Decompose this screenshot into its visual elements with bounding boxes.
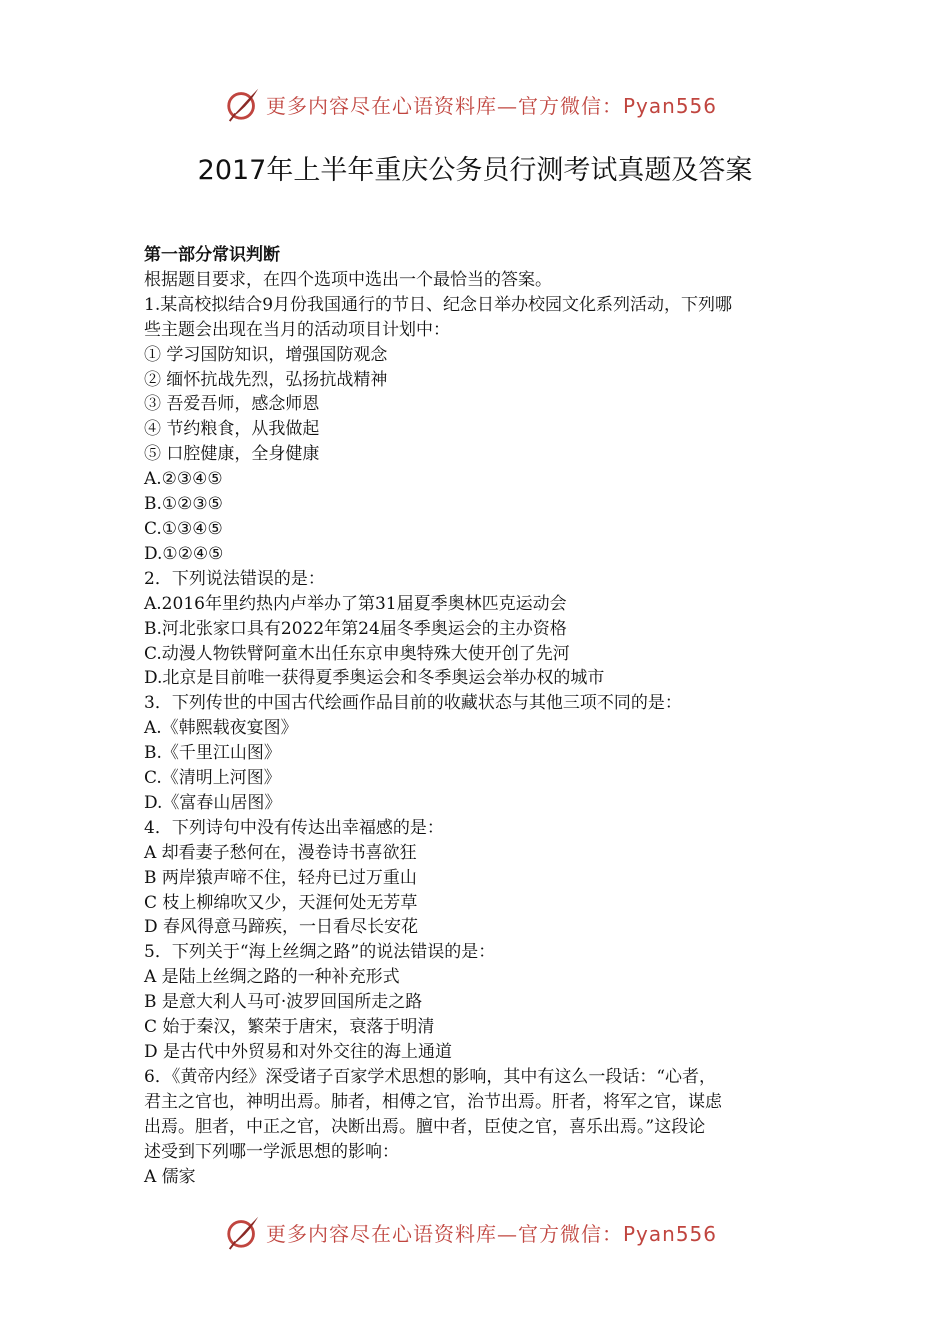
q5-option-d: D 是古代中外贸易和对外交往的海上通道 <box>144 1042 453 1062</box>
q4-option-b: B 两岸猿声啼不住，轻舟已过万重山 <box>144 867 417 888</box>
q1-item-2: ② 缅怀抗战先烈，弘扬抗战精神 <box>144 369 388 390</box>
question-6-line-3: 出焉。胆者，中正之官，决断出焉。膻中者，臣使之官，喜乐出焉。”这段论 <box>144 1116 706 1137</box>
watermark-banner-bottom <box>0 1208 950 1252</box>
question-1-line-2: 些主题会出现在当月的活动项目计划中： <box>144 319 450 340</box>
q6-option-a: A 儒家 <box>144 1166 196 1187</box>
question-4: 4．下列诗句中没有传达出幸福感的是： <box>144 817 444 838</box>
q1-option-b: B.①②③⑤ <box>144 494 223 515</box>
question-6-line-2: 君主之官也，神明出焉。肺者，相傅之官，治节出焉。肝者，将军之官，谋虑 <box>144 1091 722 1112</box>
q3-option-c: C.《清明上河图》 <box>144 768 281 789</box>
question-5: 5．下列关于“海上丝绸之路”的说法错误的是： <box>144 942 496 963</box>
banner-wechat-id: Pyan556 <box>623 93 718 118</box>
quill-logo-icon <box>224 85 262 123</box>
q1-item-3: ③ 吾爱吾师，感念师恩 <box>144 394 320 415</box>
q3-option-a: A.《韩熙载夜宴图》 <box>144 718 298 739</box>
q3-option-b: B.《千里江山图》 <box>144 743 281 764</box>
q5-option-a: A 是陆上丝绸之路的一种补充形式 <box>144 967 400 988</box>
q2-option-b: B.河北张家口具有2022年第24届冬季奥运会的主办资格 <box>144 618 567 639</box>
question-6-line-1: 6．《黄帝内经》深受诸子百家学术思想的影响，其中有这么一段话：“心者， <box>144 1066 717 1087</box>
watermark-banner-top <box>0 80 950 124</box>
question-2: 2．下列说法错误的是： <box>144 568 325 589</box>
q2-option-a: A.2016年里约热内卢举办了第31届夏季奥林匹克运动会 <box>144 593 567 614</box>
banner-text: 更多内容尽在心语资料库—官方微信： <box>266 93 623 118</box>
question-3: 3．下列传世的中国古代绘画作品目前的收藏状态与其他三项不同的是： <box>144 693 682 714</box>
q1-option-d: D.①②④⑤ <box>144 543 224 564</box>
q5-option-b: B 是意大利人马可·波罗回国所走之路 <box>144 992 423 1013</box>
q1-item-4: ④ 节约粮食，从我做起 <box>144 419 320 440</box>
q4-option-a: A 却看妻子愁何在，漫卷诗书喜欲狂 <box>144 842 417 863</box>
question-1-line-1: 1.某高校拟结合9月份我国通行的节日、纪念日举办校园文化系列活动，下列哪 <box>144 294 733 315</box>
q1-item-5: ⑤ 口腔健康，全身健康 <box>144 444 320 465</box>
quill-logo-icon <box>224 1213 262 1251</box>
q2-option-c: C.动漫人物铁臂阿童木出任东京申奥特殊大使开创了先河 <box>144 643 570 664</box>
section-heading: 第一部分常识判断 <box>144 245 280 265</box>
q3-option-d: D.《富春山居图》 <box>144 792 282 813</box>
q5-option-c: C 始于秦汉，繁荣于唐宋，衰落于明清 <box>144 1017 435 1038</box>
instruction-text: 根据题目要求，在四个选项中选出一个最恰当的答案。 <box>144 269 552 290</box>
q4-option-d: D 春风得意马蹄疾，一日看尽长安花 <box>144 917 419 938</box>
banner-wechat-id: Pyan556 <box>623 1221 718 1246</box>
q1-item-1: ① 学习国防知识，增强国防观念 <box>144 344 388 365</box>
question-6-line-4: 述受到下列哪一学派思想的影响： <box>144 1141 399 1162</box>
banner-text: 更多内容尽在心语资料库—官方微信： <box>266 1221 623 1246</box>
q4-option-c: C 枝上柳绵吹又少，天涯何处无芳草 <box>144 892 418 913</box>
q2-option-d: D.北京是目前唯一获得夏季奥运会和冬季奥运会举办权的城市 <box>144 668 605 689</box>
document-title: 2017年上半年重庆公务员行测考试真题及答案 <box>197 155 753 186</box>
q1-option-a: A.②③④⑤ <box>144 469 223 490</box>
q1-option-c: C.①③④⑤ <box>144 518 223 539</box>
document-body <box>144 243 812 1189</box>
